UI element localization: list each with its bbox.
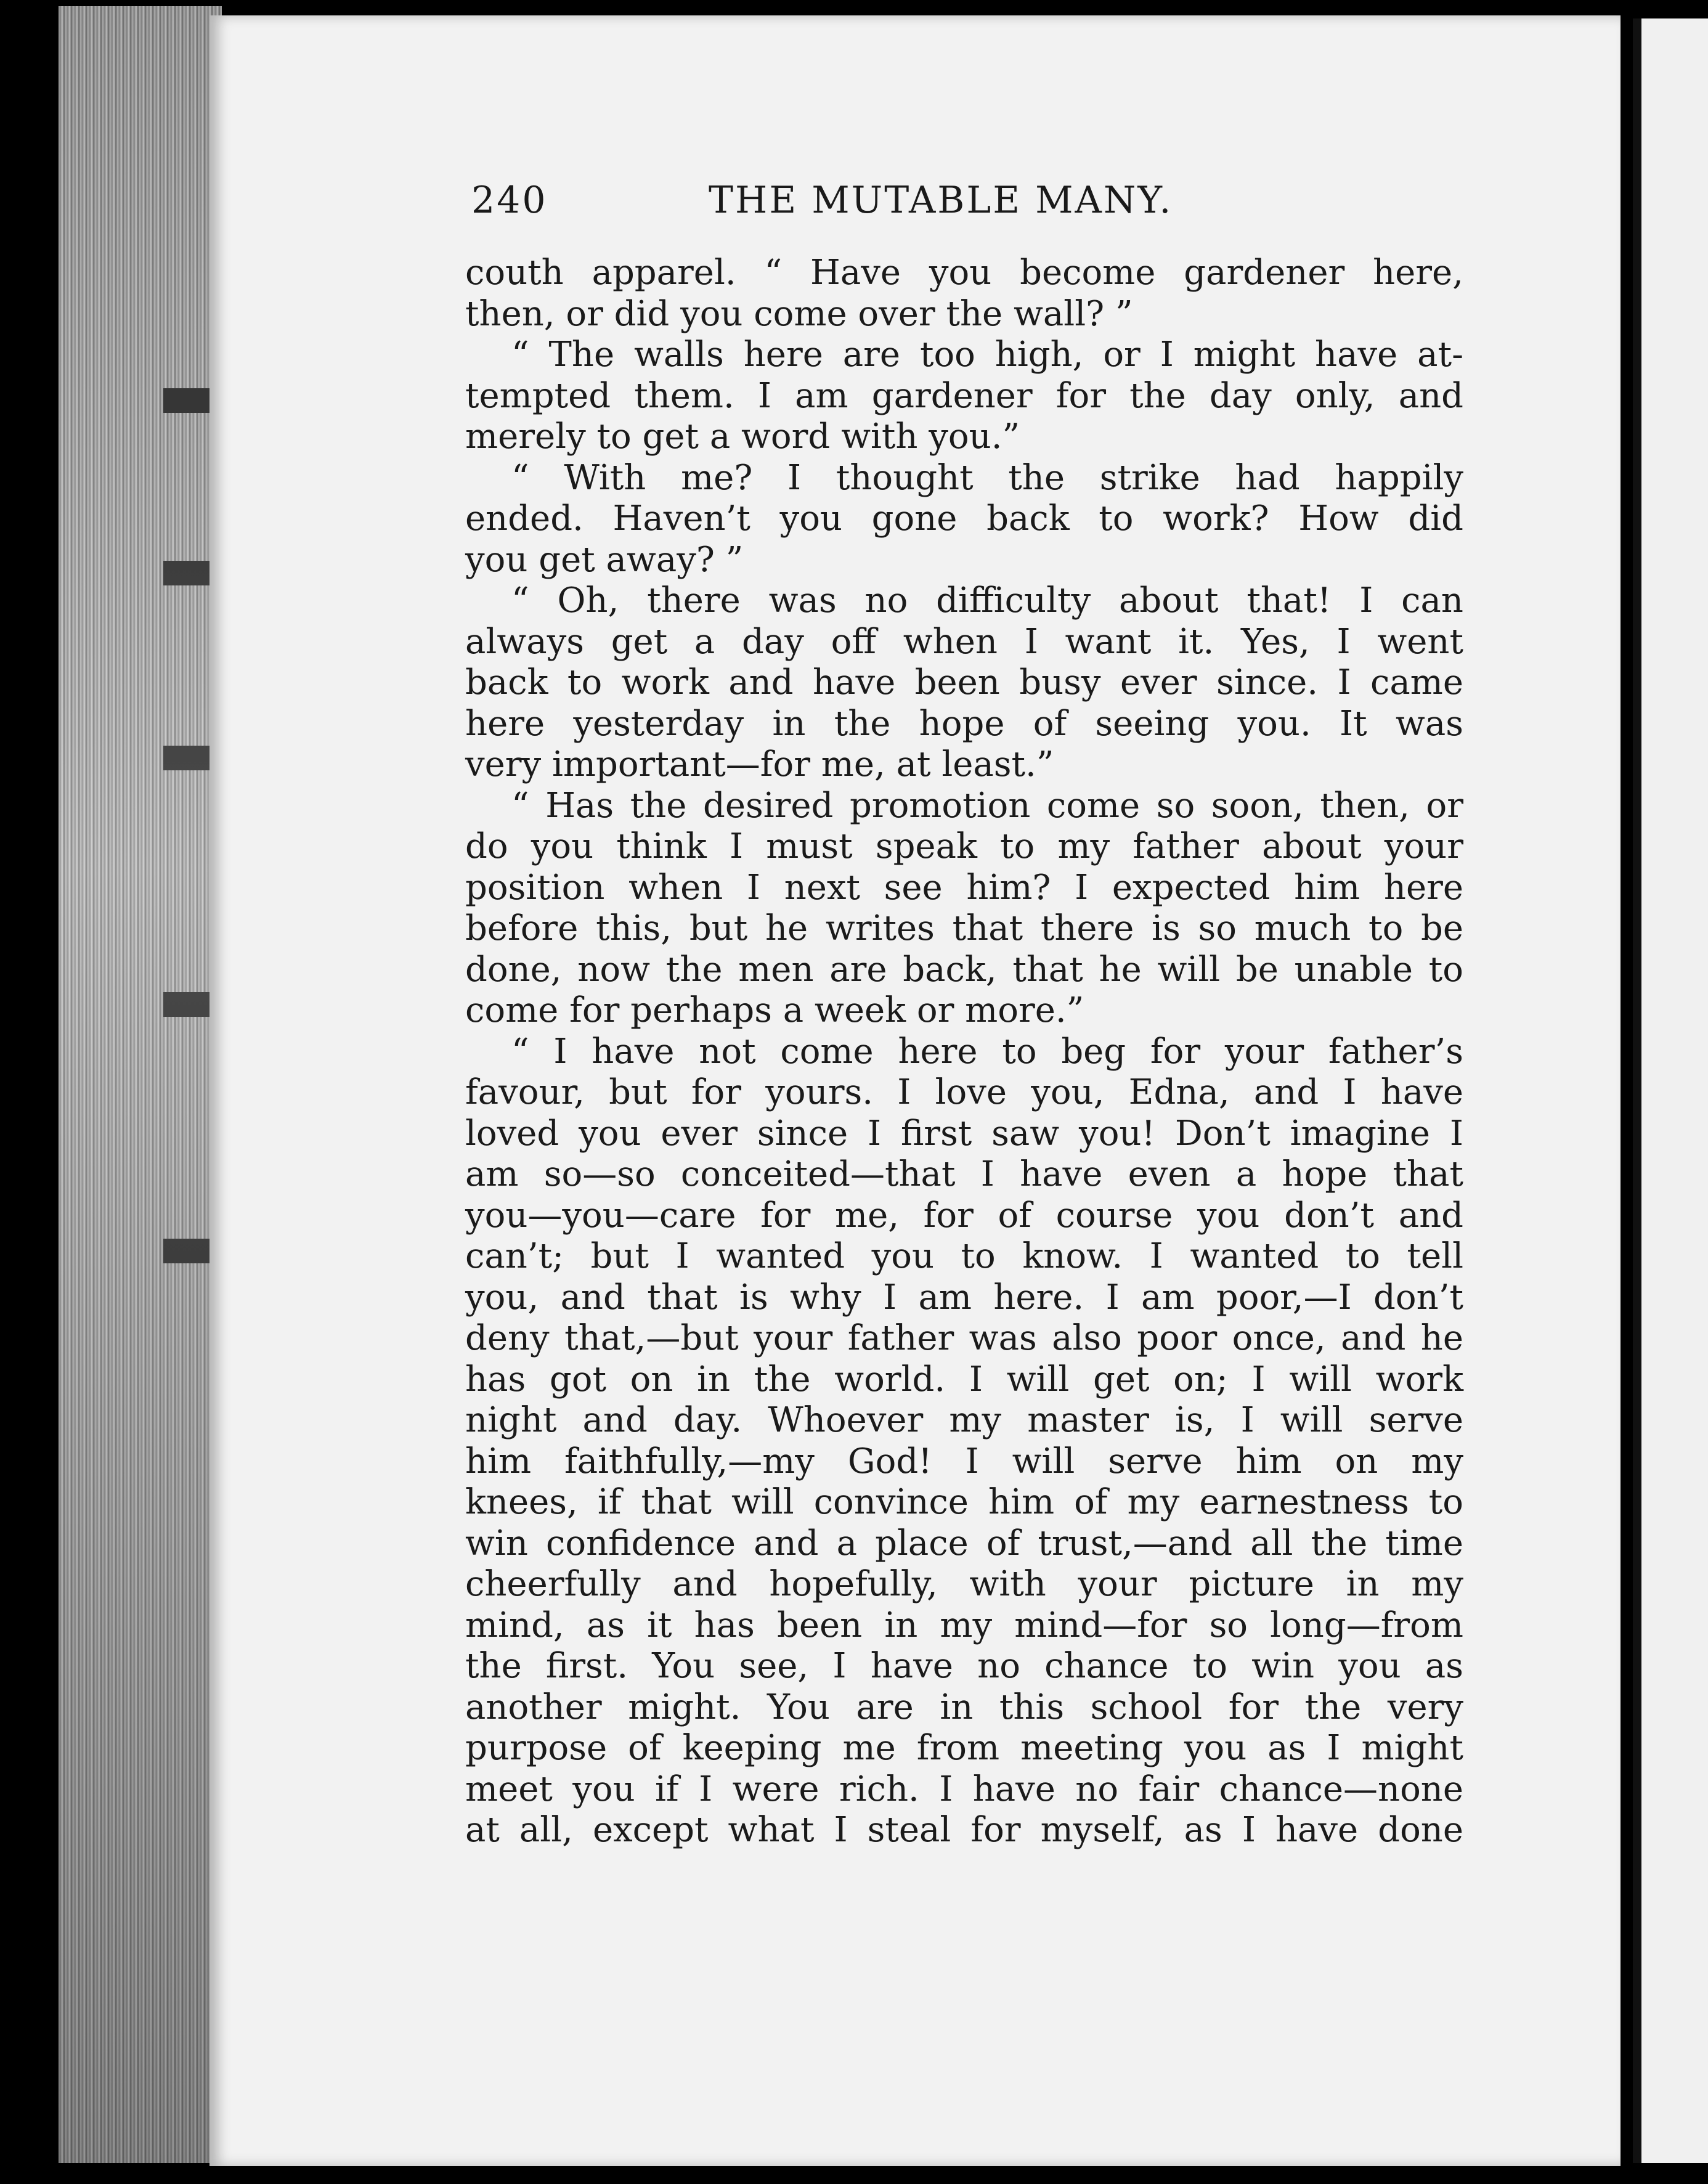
- text-line: you, and that is why I am here. I am poor,—I don’t: [465, 1277, 1463, 1318]
- page-header: [471, 179, 1242, 234]
- text-line: here yesterday in the hope of seeing you. It was: [465, 703, 1463, 744]
- text-line: favour, but for yours. I love you, Edna, and I have: [465, 1072, 1463, 1112]
- text-line: win confidence and a place of trust,—and all the time: [465, 1523, 1463, 1563]
- text-line: night and day. Whoever my master is, I will serve: [465, 1400, 1463, 1440]
- text-line: knees, if that will convince him of my earnestness to: [465, 1482, 1463, 1522]
- text-line: loved you ever since I first saw you! Don’t imagine I: [465, 1113, 1463, 1154]
- text-line: back to work and have been busy ever since. I came: [465, 662, 1463, 703]
- text-line: the first. You see, I have no chance to win you as: [465, 1646, 1463, 1686]
- text-line: cheerfully and hopefully, with your picture in my: [465, 1564, 1463, 1604]
- text-line: merely to get a word with you.”: [465, 417, 1020, 457]
- text-line: deny that,—but your father was also poor once, and he: [465, 1318, 1463, 1358]
- text-line: meet you if I were rich. I have no fair chance—none: [465, 1769, 1463, 1809]
- text-line: do you think I must speak to my father about your: [465, 826, 1463, 866]
- page-number: 240: [471, 179, 548, 222]
- text-line: done, now the men are back, that he will be unable to: [465, 949, 1463, 990]
- text-line: then, or did you come over the wall? ”: [465, 293, 1133, 334]
- text-line: purpose of keeping me from meeting you as I might: [465, 1728, 1463, 1768]
- text-line: you—you—care for me, for of course you don’t and: [465, 1195, 1463, 1236]
- text-line: very important—for me, at least.”: [465, 744, 1054, 784]
- text-line: him faithfully,—my God! I will serve him on my: [465, 1441, 1463, 1481]
- text-line: “ Oh, there was no difficulty about that! I can: [511, 581, 1463, 621]
- running-title: THE MUTABLE MANY.: [709, 179, 1173, 222]
- text-line: has got on in the world. I will get on; I will work: [465, 1359, 1463, 1400]
- text-line: always get a day off when I want it. Yes, I went: [465, 621, 1463, 662]
- text-line: am so—so conceited—that I have even a hope that: [465, 1154, 1463, 1194]
- text-line: mind, as it has been in my mind—for so long—from: [465, 1605, 1463, 1645]
- text-line: tempted them. I am gardener for the day only, and: [465, 375, 1463, 416]
- book-page-edges: [59, 6, 222, 2163]
- text-line: you get away? ”: [465, 539, 744, 580]
- page-body-text: [465, 253, 1463, 1851]
- text-line: another might. You are in this school for the very: [465, 1687, 1463, 1727]
- text-line: “ With me? I thought the strike had happily: [511, 457, 1463, 498]
- text-line: position when I next see him? I expected him here: [465, 867, 1463, 908]
- text-line: come for perhaps a week or more.”: [465, 990, 1084, 1030]
- text-line: “ The walls here are too high, or I might have at-: [511, 335, 1463, 375]
- text-line: “ I have not come here to beg for your father’s: [511, 1031, 1463, 1072]
- text-line: ended. Haven’t you gone back to work? How did: [465, 499, 1463, 539]
- facing-page-edge: [1633, 18, 1708, 2163]
- text-line: before this, but he writes that there is so much to be: [465, 908, 1463, 948]
- text-line: can’t; but I wanted you to know. I wanted to tell: [465, 1236, 1463, 1276]
- text-line: “ Has the desired promotion come so soon, then, or: [511, 785, 1463, 826]
- text-line: couth apparel. “ Have you become gardener here,: [465, 253, 1463, 293]
- text-line: at all, except what I steal for myself, as I have done: [465, 1810, 1463, 1850]
